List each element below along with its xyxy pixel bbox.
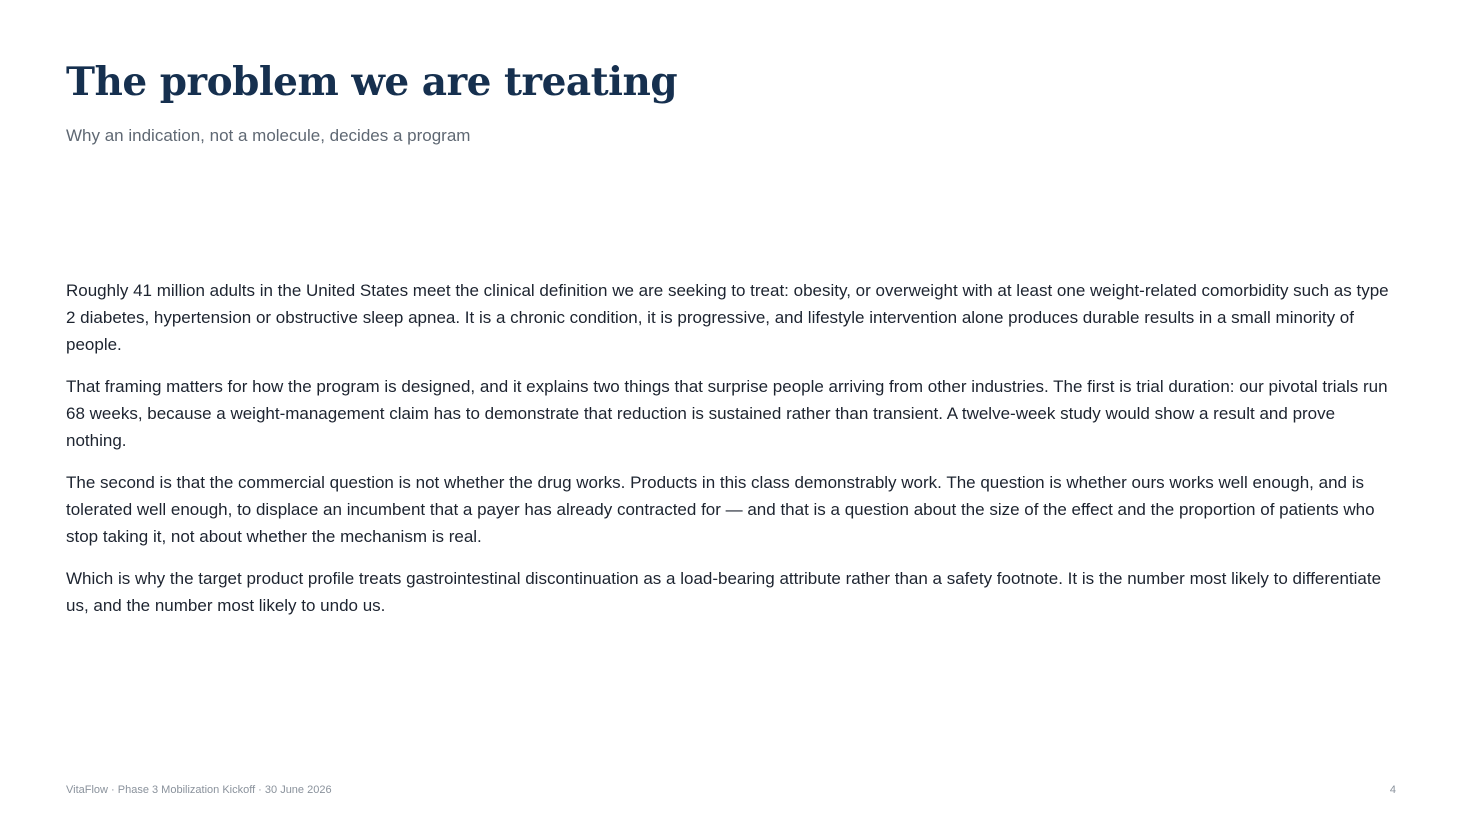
slide-subtitle: Why an indication, not a molecule, decides a program	[66, 126, 471, 145]
slide-title: The problem we are treating	[66, 59, 678, 105]
body-paragraph: That framing matters for how the program is designed, and it explains two things that surprise people arriving from other industries. The first is trial duration: our pivotal trials run 68 weeks, because a weight-management claim has to demonstrate that reduction is sustained rather than transient. A twelve-week study would show a result and prove nothing.	[66, 377, 1388, 450]
slide-body	[66, 277, 1392, 634]
body-paragraph: Which is why the target product profile treats gastrointestinal discontinuation as a load-bearing attribute rather than a safety footnote. It is the number most likely to differentiate us, and the number most likely to undo us.	[66, 569, 1382, 615]
body-paragraph: The second is that the commercial question is not whether the drug works. Products in this class demonstrably work. The question is whether ours works well enough, and is tolerated well enough, to displace an incumbent that a payer has already contracted for — and that is a question about the size of the effect and the proportion of patients who stop taking it, not about whether the mechanism is real.	[66, 473, 1375, 546]
page-number: 4	[1389, 784, 1396, 796]
body-paragraph: Roughly 41 million adults in the United States meet the clinical definition we are seeking to treat: obesity, or overweight with at least one weight-related comorbidity such as type 2 diabetes, hypertension or obstructive sleep apnea. It is a chronic condition, it is progressive, and lifestyle intervention alone produces durable results in a small minority of people.	[66, 281, 1389, 354]
footer-text: VitaFlow · Phase 3 Mobilization Kickoff · 30 June 2026	[66, 784, 332, 796]
